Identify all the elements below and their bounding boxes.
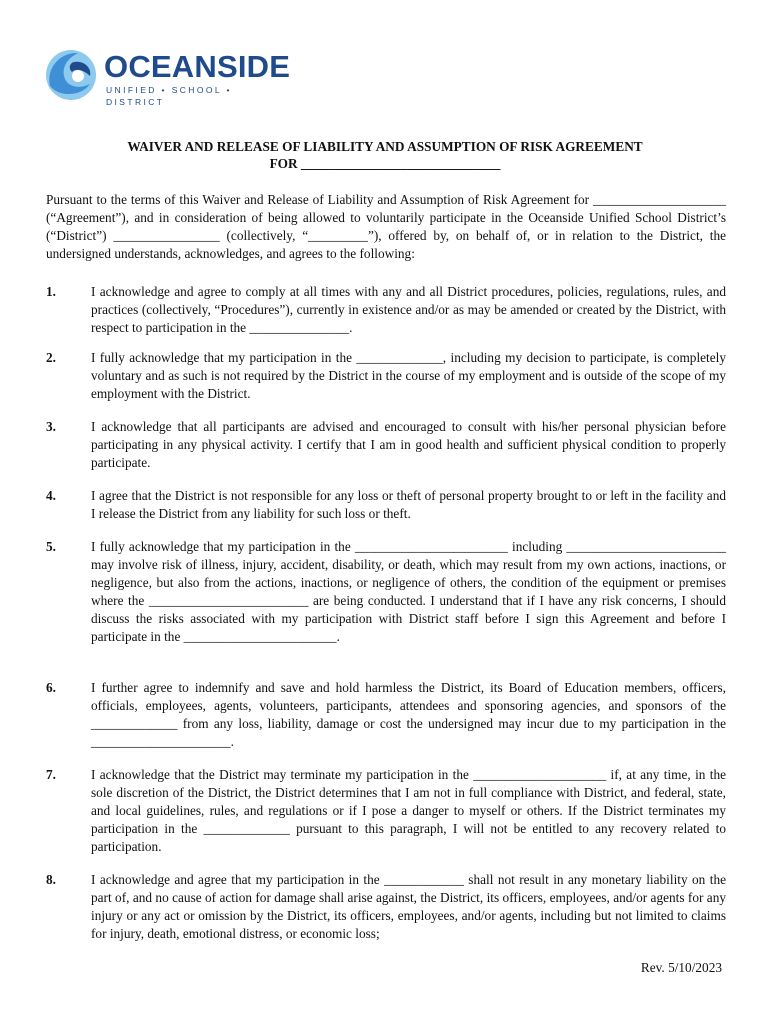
agreement-item — [46, 538, 726, 646]
agreement-item — [46, 871, 726, 943]
item-text: I fully acknowledge that my participation in the _______________________ including ________________________ may involve risk of illness, injury, accident, disability, or death, which may result from my own actions, inactions, or negligence, but also from the actions, inactions, or negligence of others, the condition of the equipment or premises where the ________________________ are being conducted. I understand that if I have any risk concerns, I should discuss the risks associated with my participation with District staff before I sign this Agreement and before I participate in the _______________________. — [91, 539, 726, 644]
logo-subtitle: UNIFIED • SCHOOL • DISTRICT — [106, 85, 232, 107]
agreement-item — [46, 349, 726, 403]
item-number: 3. — [46, 419, 56, 434]
item-text: I acknowledge that the District may terminate my participation in the ____________________ if, at any time, in the sole discretion of the District, the District determines that I am not in full compliance with District, and federal, state, and local guidelines, rules, and regulations or if I pose a danger to myself or others. If the District terminates my participation in the _____________ pursuant to this paragraph, I will not be entitled to any recovery related to participation. — [91, 767, 726, 854]
item-number: 4. — [46, 488, 56, 503]
item-text: I acknowledge and agree to comply at all times with any and all District procedures, policies, regulations, rules, and practices (collectively, “Procedures”), currently in existence and/or as may be amended or created by the District, with respect to participation in the _______________. — [91, 284, 726, 335]
item-text: I acknowledge that all participants are advised and encouraged to consult with his/her personal physician before participating in any physical activity. I certify that I am in good health and sufficient physical condition to properly participate. — [91, 419, 726, 470]
district-logo — [44, 46, 294, 107]
item-text: I acknowledge and agree that my participation in the ____________ shall not result in any monetary liability on the part of, and no cause of action for damage shall arise against, the District, its officers, employees, and/or agents for any injury or any act or omission by the District, its officers, employees, and/or agents, including but not limited to claims for injury, death, emotional distress, or economic loss; — [91, 872, 726, 941]
item-text: I fully acknowledge that my participation in the _____________, including my decision to participate, is completely voluntary and as such is not required by the District in the course of my employment and is outside of the scope of my employment with the District. — [91, 350, 726, 401]
agreement-item — [46, 418, 726, 472]
item-number: 1. — [46, 284, 56, 299]
item-number: 2. — [46, 350, 56, 365]
item-text: I agree that the District is not responsible for any loss or theft of personal property brought to or left in the facility and I release the District from any liability for such loss or theft. — [91, 488, 726, 521]
document-title: WAIVER AND RELEASE OF LIABILITY AND ASSUMPTION OF RISK AGREEMENT — [127, 139, 643, 154]
document-title-for: FOR ______________________________ — [269, 156, 501, 171]
item-number: 6. — [46, 680, 56, 695]
item-number: 8. — [46, 872, 56, 887]
revision-date: Rev. 5/10/2023 — [640, 960, 722, 975]
intro-paragraph: Pursuant to the terms of this Waiver and Release of Liability and Assumption of Risk Agreement for ____________________ (“Agreement”), and in consideration of being allowed to voluntarily participate in the Oceanside Unified School District’s (“District”) ________________ (collectively, “_________”), offered by, on behalf of, or in relation to the District, the undersigned understands, acknowledges, and agrees to the following: — [46, 192, 726, 261]
logo-name: OCEANSIDE — [104, 49, 291, 84]
wave-logo-icon — [44, 46, 100, 102]
item-text: I further agree to indemnify and save and hold harmless the District, its Board of Education members, officers, officials, employees, agents, volunteers, participants, attendees and sponsoring agencies, and sponsors of the _____________ from any loss, liability, damage or cost the undersigned may incur due to my participation in the _____________________. — [91, 680, 726, 749]
item-number: 5. — [46, 539, 56, 554]
item-number: 7. — [46, 767, 56, 782]
agreement-item — [46, 766, 726, 856]
agreement-item — [46, 679, 726, 751]
agreement-item — [46, 487, 726, 523]
agreement-item — [46, 283, 726, 337]
